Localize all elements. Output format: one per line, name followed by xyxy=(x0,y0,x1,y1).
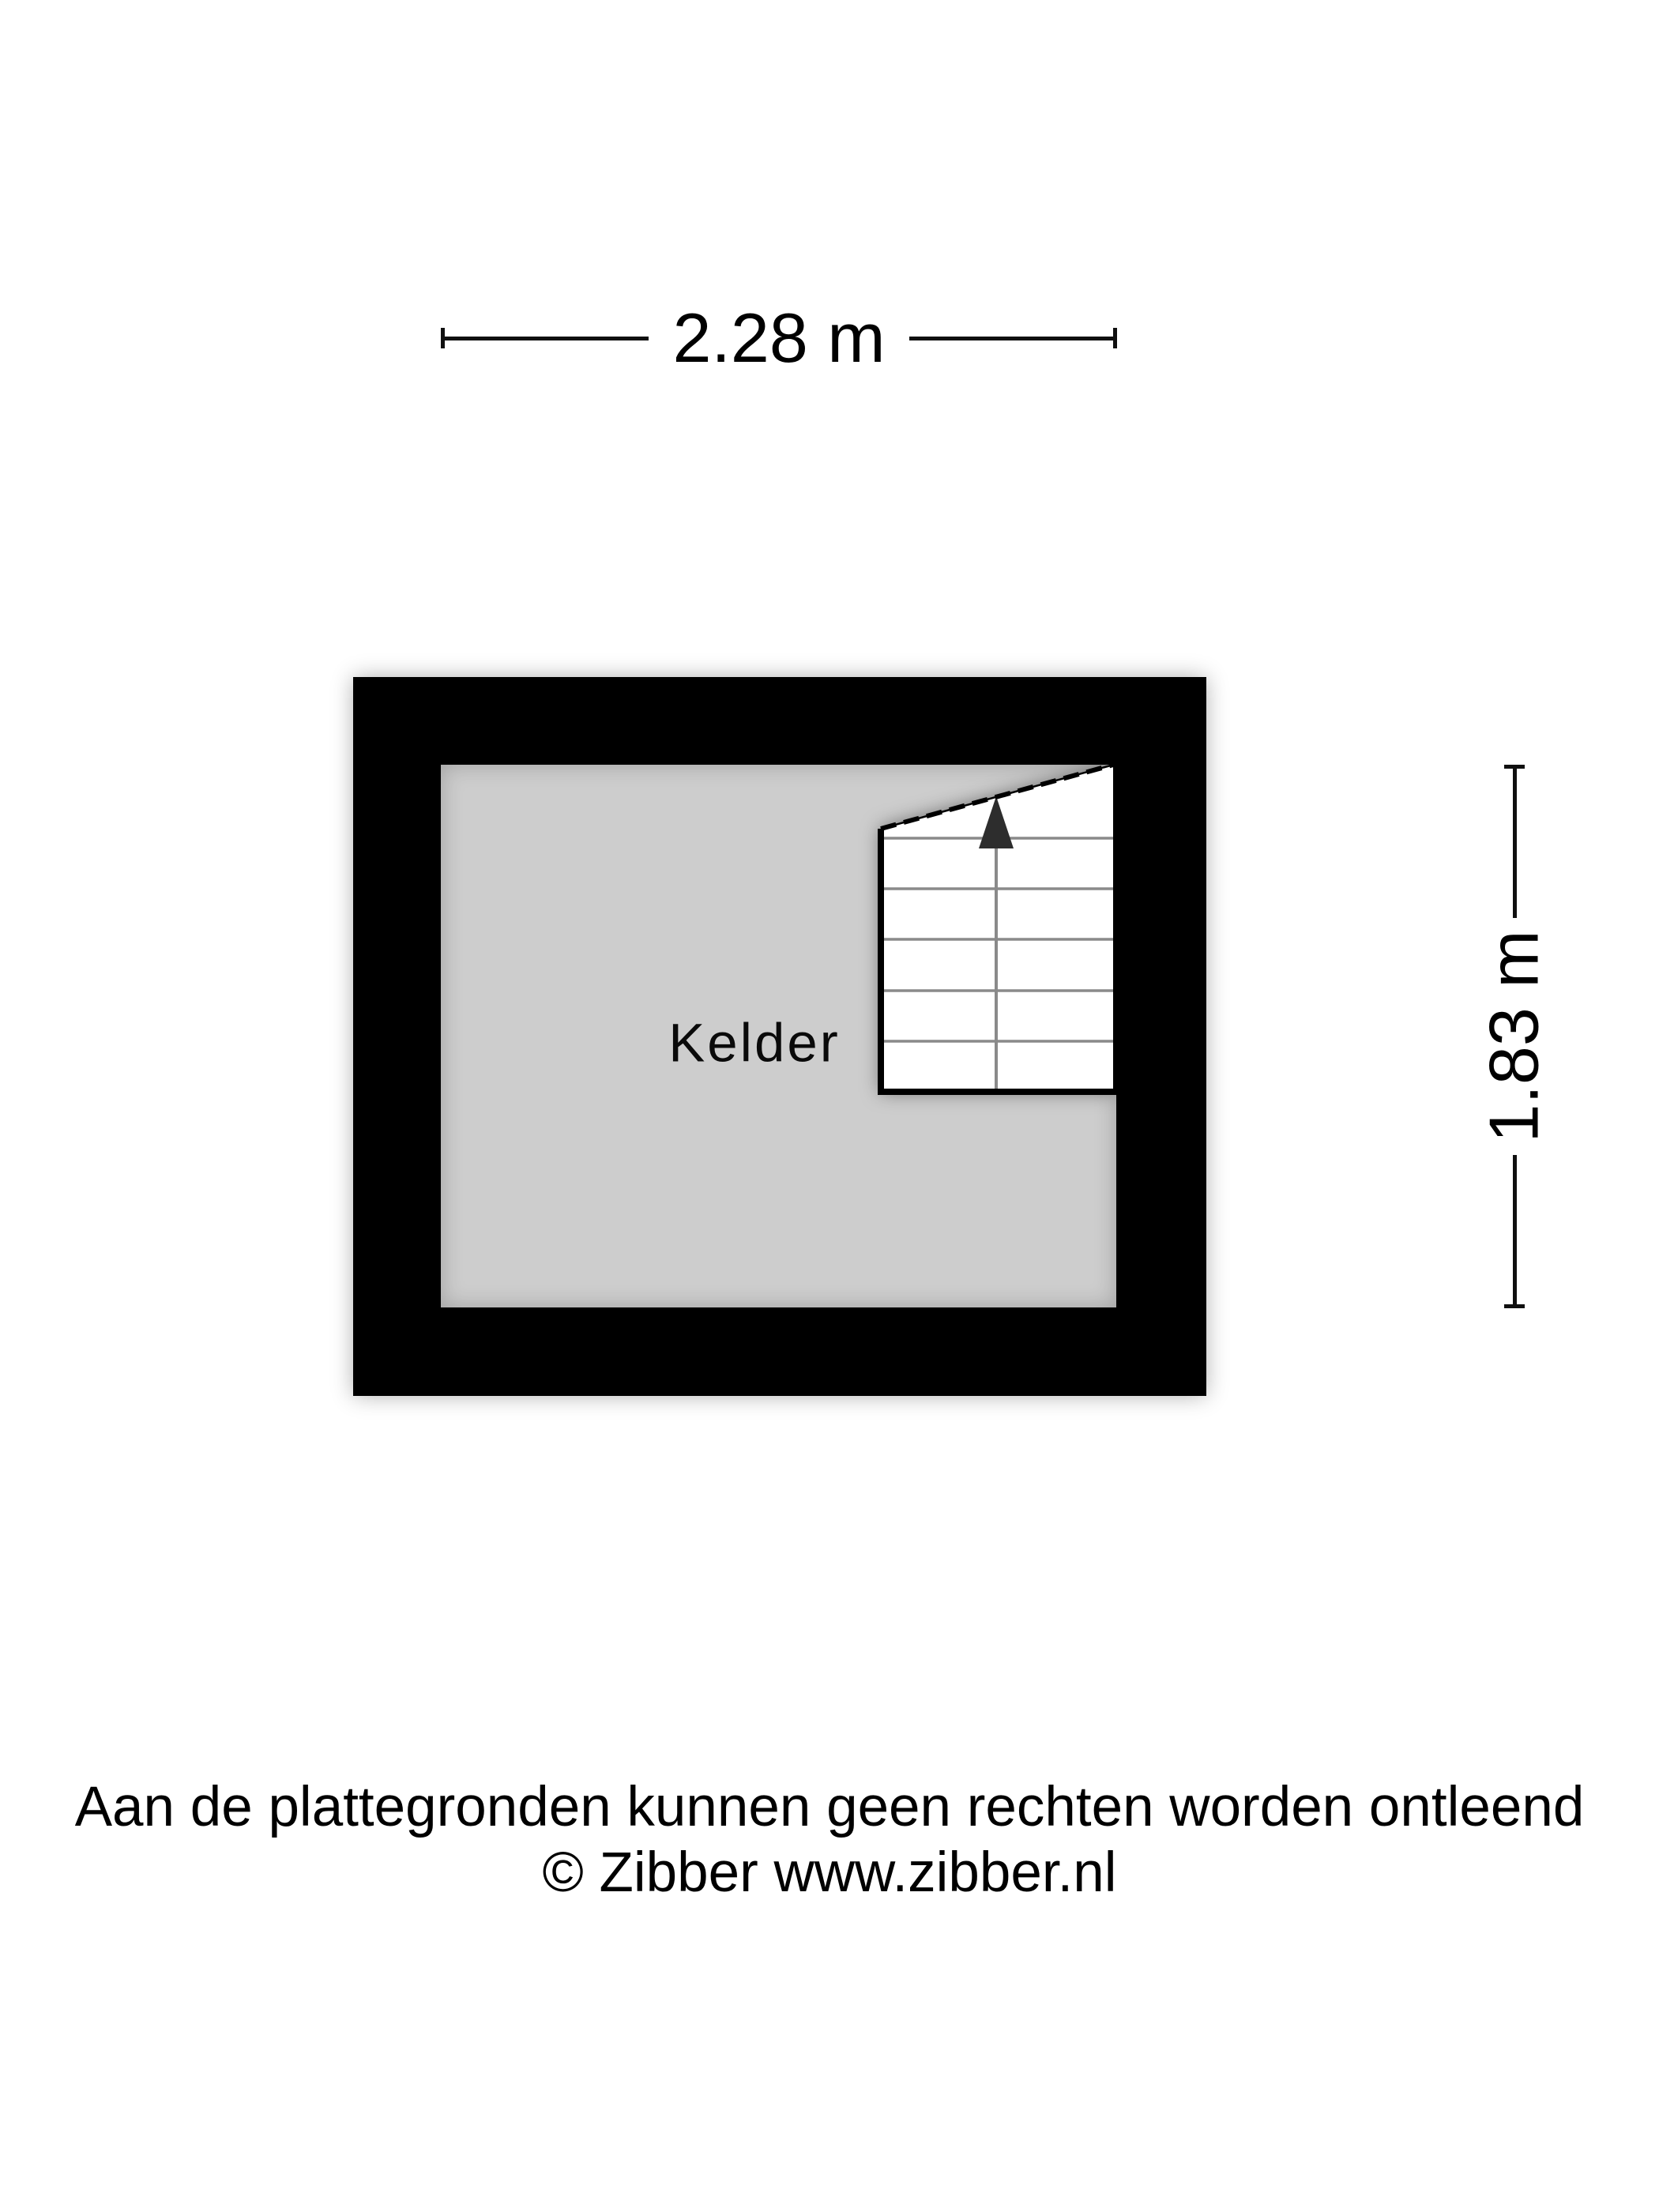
dimension-line-segment-top xyxy=(1513,769,1517,918)
dimension-line-segment-left xyxy=(445,337,649,340)
room-label: Kelder xyxy=(668,1012,841,1074)
dimension-line-segment-right xyxy=(909,337,1113,340)
disclaimer-line1: Aan de plattegronden kunnen geen rechten worden ontleend xyxy=(74,1776,1585,1838)
dimension-line-segment-bottom xyxy=(1513,1155,1517,1304)
dimension-height xyxy=(1475,765,1553,1308)
dimension-height-label-wrap xyxy=(1475,918,1553,1155)
disclaimer xyxy=(0,1774,1659,1905)
disclaimer-line2: © Zibber www.zibber.nl xyxy=(542,1841,1117,1904)
dimension-tick-bottom xyxy=(1504,1304,1525,1308)
dimension-tick-right xyxy=(1113,328,1117,348)
dimension-width xyxy=(441,299,1117,377)
staircase xyxy=(865,750,1126,1102)
dimension-height-label: 1.83 m xyxy=(1475,930,1553,1143)
dimension-width-label: 2.28 m xyxy=(672,299,886,377)
